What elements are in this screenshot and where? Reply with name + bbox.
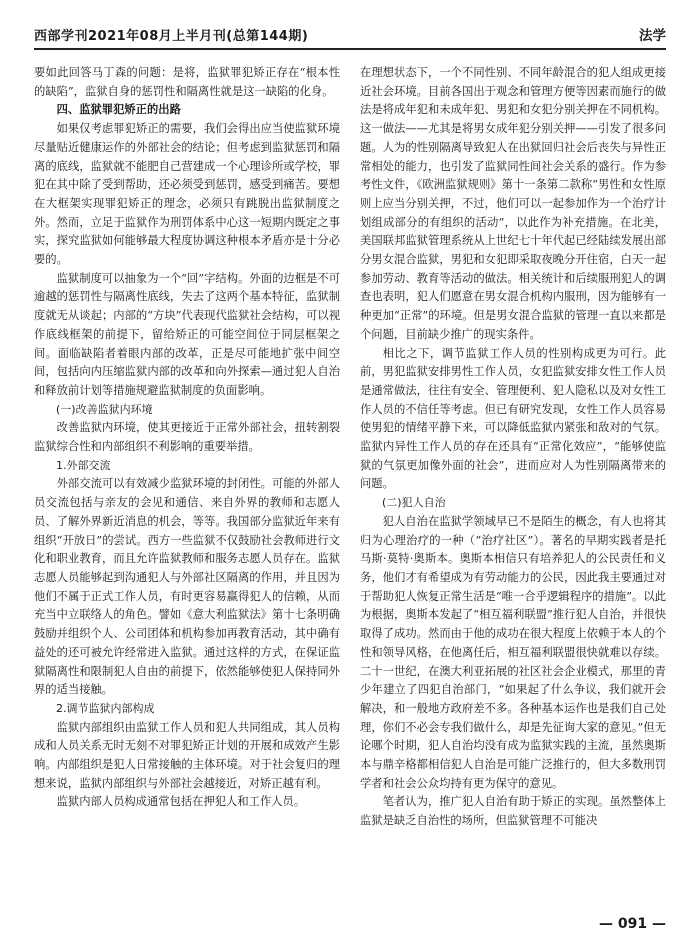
section-label: 法学 bbox=[639, 28, 666, 44]
paragraph: 监狱内部人员构成通常包括在押犯人和工作人员。 bbox=[56, 795, 306, 809]
subsection-heading: (一)改善监狱内环境 bbox=[56, 402, 153, 416]
subsection-heading: 1.外部交流 bbox=[56, 458, 111, 472]
paragraph: 犯人自治在监狱学领域早已不是陌生的概念，有人也将其归为心理治疗的一种（“治疗社区”）。著名的早期实践者是托马斯·莫特·奥斯本。奥斯本相信只有培养犯人的公民责任和义务，他们才有希望成为有劳动能力的公民，因此我主要通过对于帮助犯人恢复正常生活是“唯一合乎逻辑程序的措施”。以此为根据，奥斯本发起了“相互福利联盟”推行犯人自治，并很快取得了成功。然而由于他的成功在很大程度上依赖于本人的个性和领导风格，在他离任后，相互福利联盟很快就难以存续。二十一世纪，在澳大利亚拓展的社区社会企业模式，那里的青少年建立了四犯自治部门，“如果起了什么争议，我们就开会解决，和一般地方政府差不多。各种基本运作也是我们自己处理，你们不必会专我们做什么，却是先征询大家的意见。”但无论哪个时期，犯人自治均没有成为监狱实践的主流，虽然奥斯本与鼎辛格都相信犯人自治是可能广泛推行的，但大多数刑罚学者和社会公众均持有更为保守的意见。 bbox=[360, 514, 666, 790]
paragraph: 改善监狱内环境，使其更接近于正常外部社会，扭转割裂监狱综合性和内部组织不利影响的重要举措。 bbox=[34, 421, 340, 454]
paragraph: 监狱内部组织由监狱工作人员和犯人共同组成，其人员构成和人员关系无时无刻不对罪犯矫正计划的开展和成效产生影响。内部组织是犯人日常接触的主体环境。对于社会复归的理想来说，监狱内部组织与外部社会越接近，对矫正越有利。 bbox=[34, 720, 340, 790]
journal-title: 西部学刊2021年08月上半月刊(总第144期) bbox=[34, 29, 309, 44]
right-column bbox=[360, 64, 666, 924]
paragraph: 要如此回答马丁森的问题：是将，监狱罪犯矫正存在“根本性的缺陷”，监狱自身的惩罚性和隔离性就是这一缺陷的化身。 bbox=[34, 66, 340, 98]
paragraph: 监狱制度可以抽象为一个“回”字结构。外面的边框是不可逾越的惩罚性与隔离性底线，失去了这两个基本特征，监狱制度就无从谈起；内部的“方块”代表现代监狱社会结构，可以视作底线框架的前提下，留给矫正的可能空间位于同层框架之间。面临缺陷者着眼内部的改革，正是尽可能地扩张中间空间，包括向内压缩监狱内部的改革和向外探索—通过犯人自治和释放前计划等措施规避监狱制度的负面影响。 bbox=[34, 271, 340, 397]
paragraph: 如果仅考虑罪犯矫正的需要，我们会得出应当使监狱环境尽量贴近健康运作的外部社会的结论；但考虑到监狱惩罚和隔离的底线，监狱就不能肥自己营建成一个心理诊所或学校，罪犯在其中除了受到帮助，还必须受到惩罚，感受到痛苦。要想在大框架实现罪犯矫正的理念，必须只有跳脱出监狱制度之外。然而，立足于监狱作为刑罚体系中心这一短期内既定之事实，探究监狱如何能够最大程度协调这种根本矛盾亦是十分必要的。 bbox=[34, 122, 340, 267]
subsection-heading: 2.调节监狱内部构成 bbox=[56, 701, 155, 715]
page-number: — 091 — bbox=[599, 916, 666, 932]
paragraph: 外部交流可以有效减少监狱环境的封闭性。可能的外部人员交流包括与亲友的会见和通信、来自外界的教师和志愿人员、了解外界新近消息的机会，等等。我国部分监狱近年来有组织“开放日”的尝试。西方一些监狱不仅鼓励社会教师进行文化和职业教育，而且允许监狱教师和服务志愿人员存在。监狱志愿人员能够起到沟通犯人与外部社区隔离的作用，并且因为他们不属于正式工作人员，有时更容易赢得犯人的信赖，从而充当中立联络人的角色。譬如《意大利监狱法》第十七条明确鼓励并组织个人、公司团体和机构参加再教育活动，其中确有益处的还可被允许经常进入监狱。通过这样的方式，在保证监狱隔离性和限制犯人自由的前提下，依然能够使犯人保持同外界的适当接触。 bbox=[34, 477, 340, 697]
page-header bbox=[34, 22, 666, 50]
paragraph: 在理想状态下，一个不同性别、不同年龄混合的犯人组成更接近社会环境。目前各国出于观念和管理方便等因素而施行的做法是将成年犯和未成年犯、男犯和女犯分别关押在不同机构。这一做法——尤其是将男女成年犯分别关押——引发了很多问题。人为的性别隔离导致犯人在出狱回归社会后丧失与异性正常相处的能力，也引发了监狱同性间社会关系的盛行。作为参考性文件，《欧洲监狱规则》第十一条第二款称“男性和女性原则上应当分别关押，不过，他们可以一起参加作为一个治疗计划组成部分的有组织的活动”，以此作为补充措施。在北美，美国联邦监狱管理系统从上世纪七十年代起已经陆续发展出部分男女混合监狱，男犯和女犯即采取夜晚分开住宿，白天一起参加劳动、教育等活动的做法。相关统计和后续服刑犯人的调查也表明，犯人们愿意在男女混合机构内服刑，因为能够有一种更加“正常”的环境。但是男女混合监狱的管理一直以来都是个问题，目前缺少推广的现实条件。 bbox=[360, 66, 666, 341]
paragraph: 相比之下，调节监狱工作人员的性别构成更为可行。此前，男犯监狱安排男性工作人员，女犯监狱安排女性工作人员是通常做法，往往有安全、管理便利、犯人隐私以及对女性工作人员的不信任等考虑。但已有研究发现，女性工作人员容易使男犯的情绪平静下来，可以降低监狱内紧张和敌对的气氛。监狱内异性工作人员的存在还具有“正常化效应”，“能够使监狱的气氛更加像外面的社会”，进而应对人为性别隔离带来的问题。 bbox=[360, 346, 666, 491]
article-body bbox=[34, 64, 666, 924]
left-column bbox=[34, 64, 340, 924]
section-heading: 四、监狱罪犯矫正的出路 bbox=[56, 103, 181, 117]
paragraph: 笔者认为，推广犯人自治有助于矫正的实现。虽然整体上监狱是缺乏自治性的场所，但监狱管理不可能决 bbox=[360, 795, 666, 828]
subsection-heading: (二)犯人自治 bbox=[382, 496, 446, 510]
